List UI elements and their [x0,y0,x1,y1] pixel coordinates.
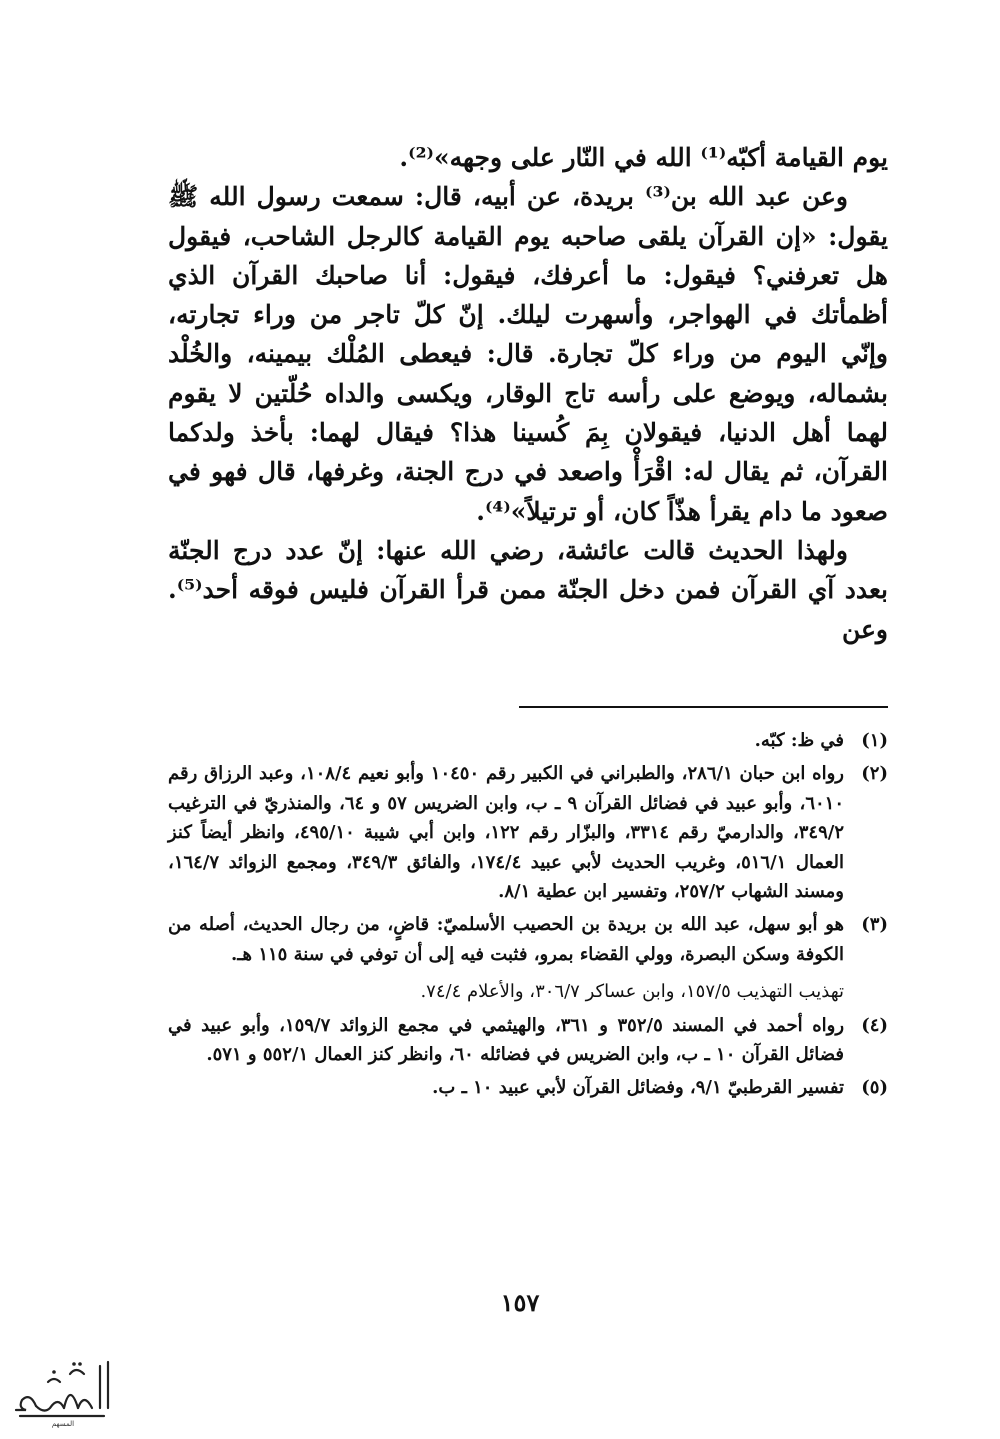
footnote-number: (٥) [861,1077,888,1099]
paragraph-2: وعن عبد الله بن⁽³⁾ بريدة، عن أبيه، قال: سمعت رسول الله ﷺ يقول: «إن القرآن يلقى صاحبه يوم القيامة كالرجل الشاحب، فيقول هل تعرفني؟ فيقول: ما أعرفك، فيقول: أنا صاحبك القرآن الذي أظمأتك في الهواجر، وأسهرت ليلك. إنّ كلّ تاجر من وراء تجارته، وإنّي اليوم من وراء كلّ تجارة. قال: فيعطى المُلْك بيمينه، والخُلْد بشماله، ويوضع على رأسه تاج الوقار، ويكسى والداه حُلّتين لا يقوم لهما أهل الدنيا، فيقولان بِمَ كُسينا هذا؟ فيقال لهما: بأخذ ولدكما القرآن، ثم يقال له: اقْرَأْ واصعد في درج الجنة، وغرفها، قال فهو في صعود ما دام يقرأ هذّاً كان، أو ترتيلاً»⁽⁴⁾. [168,182,888,526]
stamp-graphic [8,1352,118,1430]
paragraph-1: يوم القيامة أكبّه⁽¹⁾ الله في النّار على وجهه»⁽²⁾. [399,143,888,172]
main-text [168,138,888,649]
footnote-number: (٤) [861,1014,888,1036]
stamp-text: المسهم [51,1420,75,1428]
footnote-separator [519,706,888,708]
footnote-4 [168,1011,888,1070]
footnote-sources: تهذيب التهذيب ١٥٧/٥، وابن عساكر ٣٠٦/٧، والأعلام ٧٤/٤. [420,981,844,1003]
footnote-3 [168,910,888,1006]
footnote-text: رواه ابن حبان ٢٨٦/١، والطبراني في الكبير رقم ١٠٤٥٠ وأبو نعيم ١٠٨/٤، وعبد الرزاق رقم ٦٠١٠، وأبو عبيد في فضائل القرآن ٩ ـ ب، وابن الضريس ٥٧ و ٦٤، والمنذريّ في الترغيب ٣٤٩/٢، والدارميّ رقم ٣٣١٤، والبزّار رقم ١٢٢، وابن أبي شيبة ٤٩٥/١٠، وانظر أيضاً كنز العمال ٥١٦/١، وغريب الحديث لأبي عبيد ١٧٤/٤، والفائق ٣٤٩/٣، ومجمع الزوائد ١٦٤/٧، ومسند الشهاب ٢٥٧/٢، وتفسير ابن عطية ٨/١. [168,763,845,903]
footnote-2 [168,759,888,906]
footnote-text: تفسير القرطبيّ ٩/١، وفضائل القرآن لأبي عبيد ١٠ ـ ب. [432,1077,844,1099]
footnote-text: رواه أحمد في المسند ٣٥٢/٥ و ٣٦١، والهيثمي في مجمع الزوائد ١٥٩/٧، وأبو عبيد في فضائل القرآن ١٠ ـ ب، وابن الضريس في فضائله ٦٠، وانظر كنز العمال ٥٥٢/١ و ٥٧١. [168,1014,845,1066]
footnotes [168,726,888,1107]
page-body [168,138,888,649]
footnote-number: (٣) [861,914,888,936]
footnote-text: في ظ: كبّه. [754,730,844,751]
footnote-1 [168,726,888,755]
calligraphy-stamp-icon [8,1352,118,1430]
paragraph-3: ولهذا الحديث قالت عائشة، رضي الله عنها: إنّ عدد درج الجنّة بعدد آي القرآن فمن دخل الجنّة ممن قرأ القرآن فليس فوقه أحد⁽⁵⁾. وعن [168,535,888,644]
page-number: ١٥٧ [500,1288,540,1317]
footnote-number: (١) [861,730,888,751]
footnote-text: هو أبو سهل، عبد الله بن بريدة بن الحصيب الأسلميّ: قاضٍ، من رجال الحديث، أصله من الكوفة وسكن البصرة، وولي القضاء بمرو، فثبت فيه إلى أن توفي في سنة ١١٥ هـ. [168,914,844,965]
footnote-5 [168,1073,888,1102]
footnote-number: (٢) [861,763,888,785]
